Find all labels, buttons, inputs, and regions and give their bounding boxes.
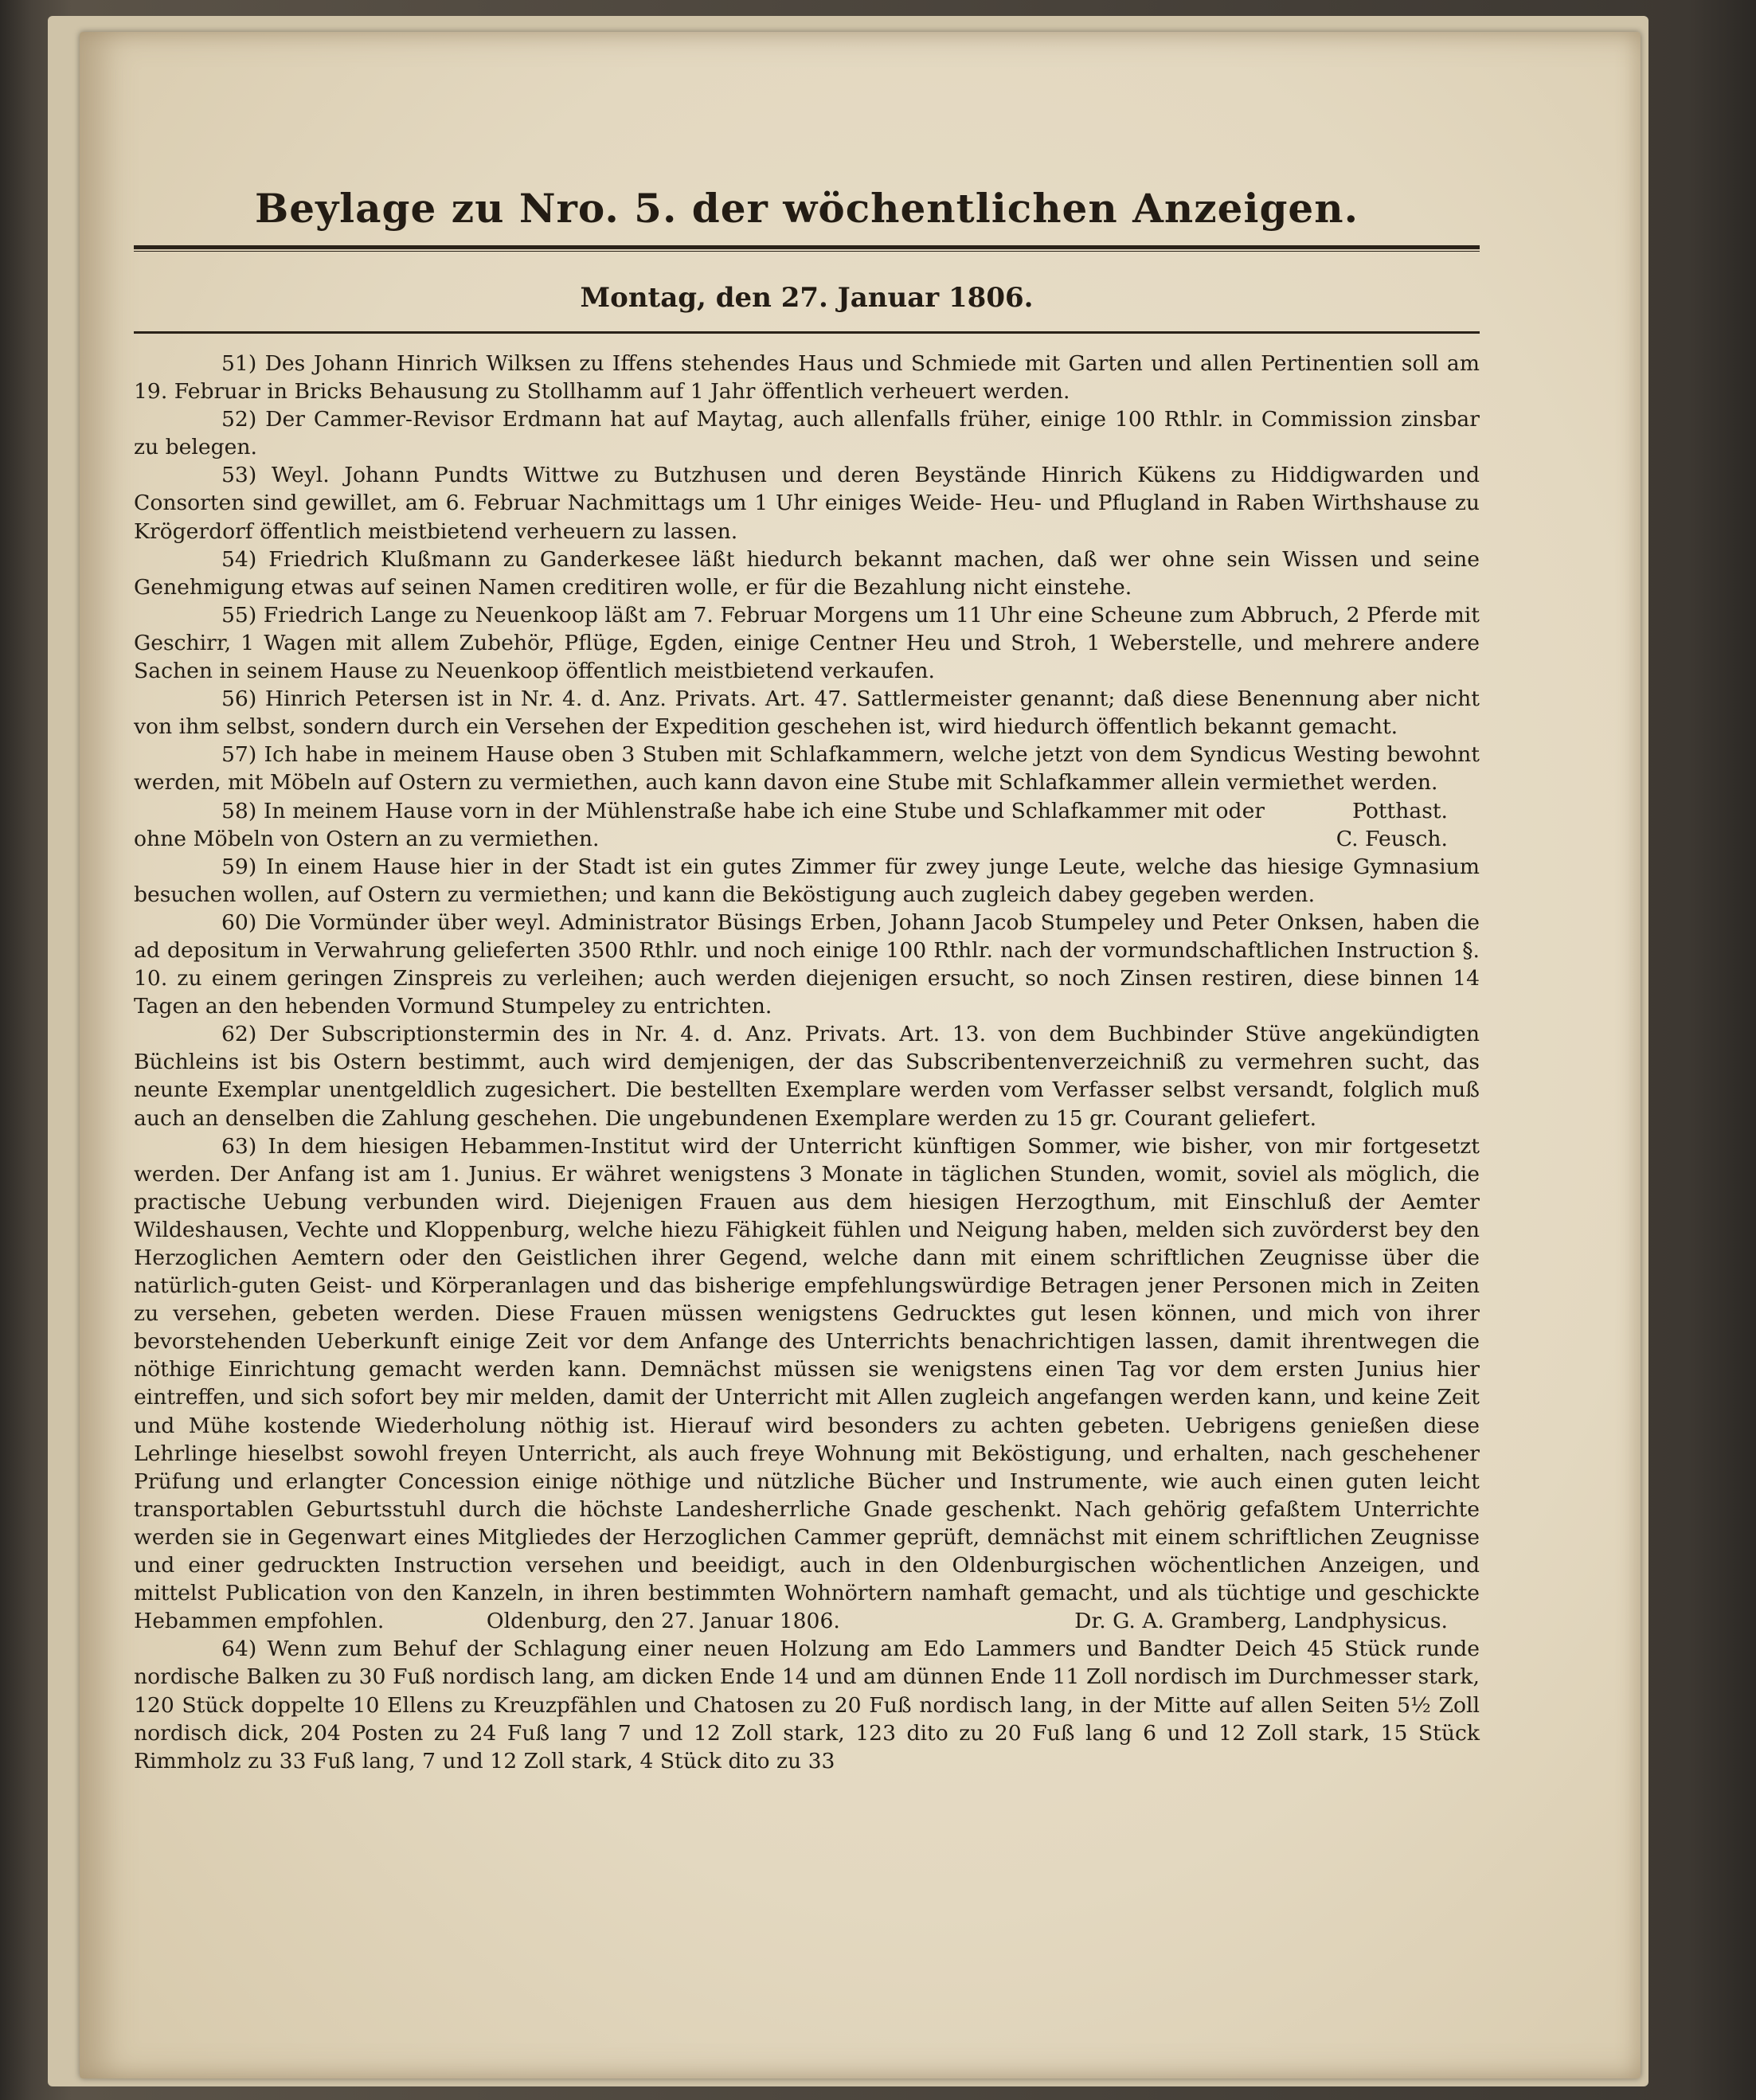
notice-52: 52) Der Cammer-Revisor Erdmann hat auf Maytag, auch allenfalls früher, einige 100 Rthlr. in Commission zinsbar zu belegen. — [134, 407, 1480, 460]
notice-63-signature: Dr. G. A. Gramberg, Landphysicus. — [1074, 1609, 1448, 1634]
notice-57 — [134, 741, 1480, 823]
notice-58-signature: C. Feusch. — [1336, 826, 1448, 851]
notice-53: 53) Weyl. Johann Pundts Wittwe zu Butzhusen und deren Beystände Hinrich Kükens zu Hiddigwarden und Consorten sind gewillet, am 6. Februar Nachmittags um 1 Uhr einiges Weide- Heu- und Pflugland in Raben Wirthshause zu Krögerdorf öffentlich meistbietend verheuern zu lassen. — [134, 463, 1480, 544]
issue-date: Montag, den 27. Januar 1806. — [580, 282, 1034, 314]
notice-51: 51) Des Johann Hinrich Wilksen zu Iffens stehendes Haus und Schmiede mit Garten und allen Pertinentien soll am 19. Februar in Bricks Behausung zu Stollhamm auf 1 Jahr öffentlich verheuert werden. — [134, 351, 1480, 405]
notice-54: 54) Friedrich Klußmann zu Ganderkesee läßt hiedurch bekannt machen, daß wer ohne sein Wissen und seine Genehmigung etwas auf seinen Namen creditiren wolle, er für die Bezahlung nicht einstehe. — [134, 546, 1480, 600]
notice-62: 62) Der Subscriptionstermin des in Nr. 4. d. Anz. Privats. Art. 13. von dem Buchbinder Stüve angekündigten Büchleins ist bis Ostern bestimmt, auch wird demjenigen, der das Subscribentenverzeichniß zu vermehren sucht, das neunte Exemplar unentgeldlich zugesichert. Die bestellten Exemplare werden vom Verfasser selbst versandt, folglich muß auch an denselben die Zahlung geschehen. Die ungebundenen Exemplare werden zu 15 gr. Courant geliefert. — [134, 1022, 1480, 1131]
notice-55: 55) Friedrich Lange zu Neuenkoop läßt am 7. Februar Morgens um 11 Uhr eine Scheune zum Abbruch, 2 Pferde mit Geschirr, 1 Wagen mit allem Zubehör, Pflüge, Egden, einige Centner Heu und Stroh, 1 Weberstelle, und mehrere andere Sachen in seinem Hause zu Neuenkoop öffentlich meistbietend verkaufen. — [134, 602, 1480, 684]
notices — [134, 350, 1480, 1775]
title-rule — [134, 245, 1480, 252]
notice-63-text: 63) In dem hiesigen Hebammen-Institut wird der Unterricht künftigen Sommer, wie bisher, von mir fortgesetzt werden. Der Anfang ist am 1. Junius. Er währet wenigstens 3 Monate in täglichen Stunden, womit, soviel als möglich, die practische Uebung verbunden wird. Diejenigen Frauen aus dem hiesigen Herzogthum, mit Einschluß der Aemter Wildeshausen, Vechte und Kloppenburg, welche hiezu Fähigkeit fühlen und Neigung haben, melden sich zuvörderst bey den Herzoglichen Aemtern oder den Geistlichen ihrer Gegend, welche dann mit einem schriftlichen Zeugnisse über die natürlich-guten Geist- und Körperanlagen und das bisherige empfehlungswürdige Betragen jener Personen mich in Zeiten zu versehen, gebeten werden. Diese Frauen müssen wenigstens Gedrucktes gut lesen können, und mich von ihrer bevorstehenden Ueberkunft einige Zeit vor dem Anfange des Unterrichts benachrichtigen lassen, damit ihrentwegen die nöthige Einrichtung gemacht werden kann. Demnächst müssen sie wenigstens einen Tag vor dem ersten Junius hier eintreffen, und sich sofort bey mir melden, damit der Unterricht mit Allen zugleich angefangen werden kann, und keine Zeit und Mühe kostende Wiederholung nöthig ist. Hierauf wird besonders zu achten gebeten. Uebrigens genießen diese Lehrlinge hieselbst sowohl freyen Unterricht, als auch freye Wohnung mit Beköstigung, und erhalten, nach geschehener Prüfung und erlangter Concession einige nöthige und nützliche Bücher und Instrumente, wie auch einen guten leicht transportablen Geburtsstuhl durch die höchste Landesherrliche Gnade geschenkt. Nach gehörig gefaßtem Unterrichte werden sie in Gegenwart eines Mitgliedes der Herzoglichen Cammer geprüft, demnächst mit einem schriftlichen Zeugnisse und einer gedruckten Instruction versehen und beeidigt, auch in den Oldenburgischen wöchentlichen Anzeigen, und mittelst Publication von den Kanzeln, in ihren bestimmten Wohnörtern namhaft gemacht, und als tüchtige und geschickte Hebammen empfohlen. — [134, 1133, 1480, 1634]
notice-57-signature: Potthast. — [1352, 798, 1448, 823]
notice-57-text: 57) Ich habe in meinem Hause oben 3 Stuben mit Schlafkammern, welche jetzt von dem Syndicus Westing bewohnt werden, mit Möbeln auf Ostern zu vermiethen, auch kann davon eine Stube mit Schlafkammer allein vermiethet werden. — [134, 742, 1480, 796]
notice-63 — [134, 1132, 1480, 1636]
notice-56: 56) Hinrich Petersen ist in Nr. 4. d. Anz. Privats. Art. 47. Sattlermeister genannt; daß diese Benennung aber nicht von ihm selbst, sondern durch ein Versehen der Expedition geschehen ist, wird hiedurch öffentlich bekannt gemacht. — [134, 686, 1480, 740]
notice-59: 59) In einem Hause hier in der Stadt ist ein gutes Zimmer für zwey junge Leute, welche das hiesige Gymnasium besuchen wollen, auf Ostern zu vermiethen; und kann die Beköstigung auch zugleich dabey gegeben werden. — [134, 854, 1480, 907]
notice-63-place-date: Oldenburg, den 27. Januar 1806. — [486, 1609, 840, 1634]
page-title: Beylage zu Nro. 5. der wöchentlichen Anzeigen. — [255, 185, 1359, 232]
page-content — [134, 175, 1480, 1775]
notice-60: 60) Die Vormünder über weyl. Administrator Büsings Erben, Johann Jacob Stumpeley und Peter Onksen, haben die ad depositum in Verwahrung gelieferten 3500 Rthlr. und noch einige 100 Rthlr. nach der vormundschaftlichen Instruction §. 10. zu einem geringen Zinspreis zu verleihen; auch werden diejenigen ersucht, so noch Zinsen restiren, diese binnen 14 Tagen an den hebenden Vormund Stumpeley zu entrichten. — [134, 909, 1480, 1019]
date-rule — [134, 331, 1480, 334]
notice-58-text: 58) In meinem Hause vorn in der Mühlenstraße habe ich eine Stube und Schlafkammer mit oder ohne Möbeln von Ostern an zu vermiethen. — [134, 798, 1265, 851]
notice-64: 64) Wenn zum Behuf der Schlagung einer neuen Holzung am Edo Lammers und Bandter Deich 45 Stück runde nordische Balken zu 30 Fuß nordisch lang, am dicken Ende 14 und am dünnen Ende 11 Zoll nordisch im Durchmesser stark, 120 Stück doppelte 10 Ellens zu Kreuzpfählen und Chatosen zu 20 Fuß nordisch lang, in der Mitte auf allen Seiten 5½ Zoll nordisch dick, 204 Posten zu 24 Fuß lang 7 und 12 Zoll stark, 123 dito zu 20 Fuß lang 6 und 12 Zoll stark, 15 Stück Rimmholz zu 33 Fuß lang, 7 und 12 Zoll stark, 4 Stück dito zu 33 — [134, 1637, 1480, 1773]
